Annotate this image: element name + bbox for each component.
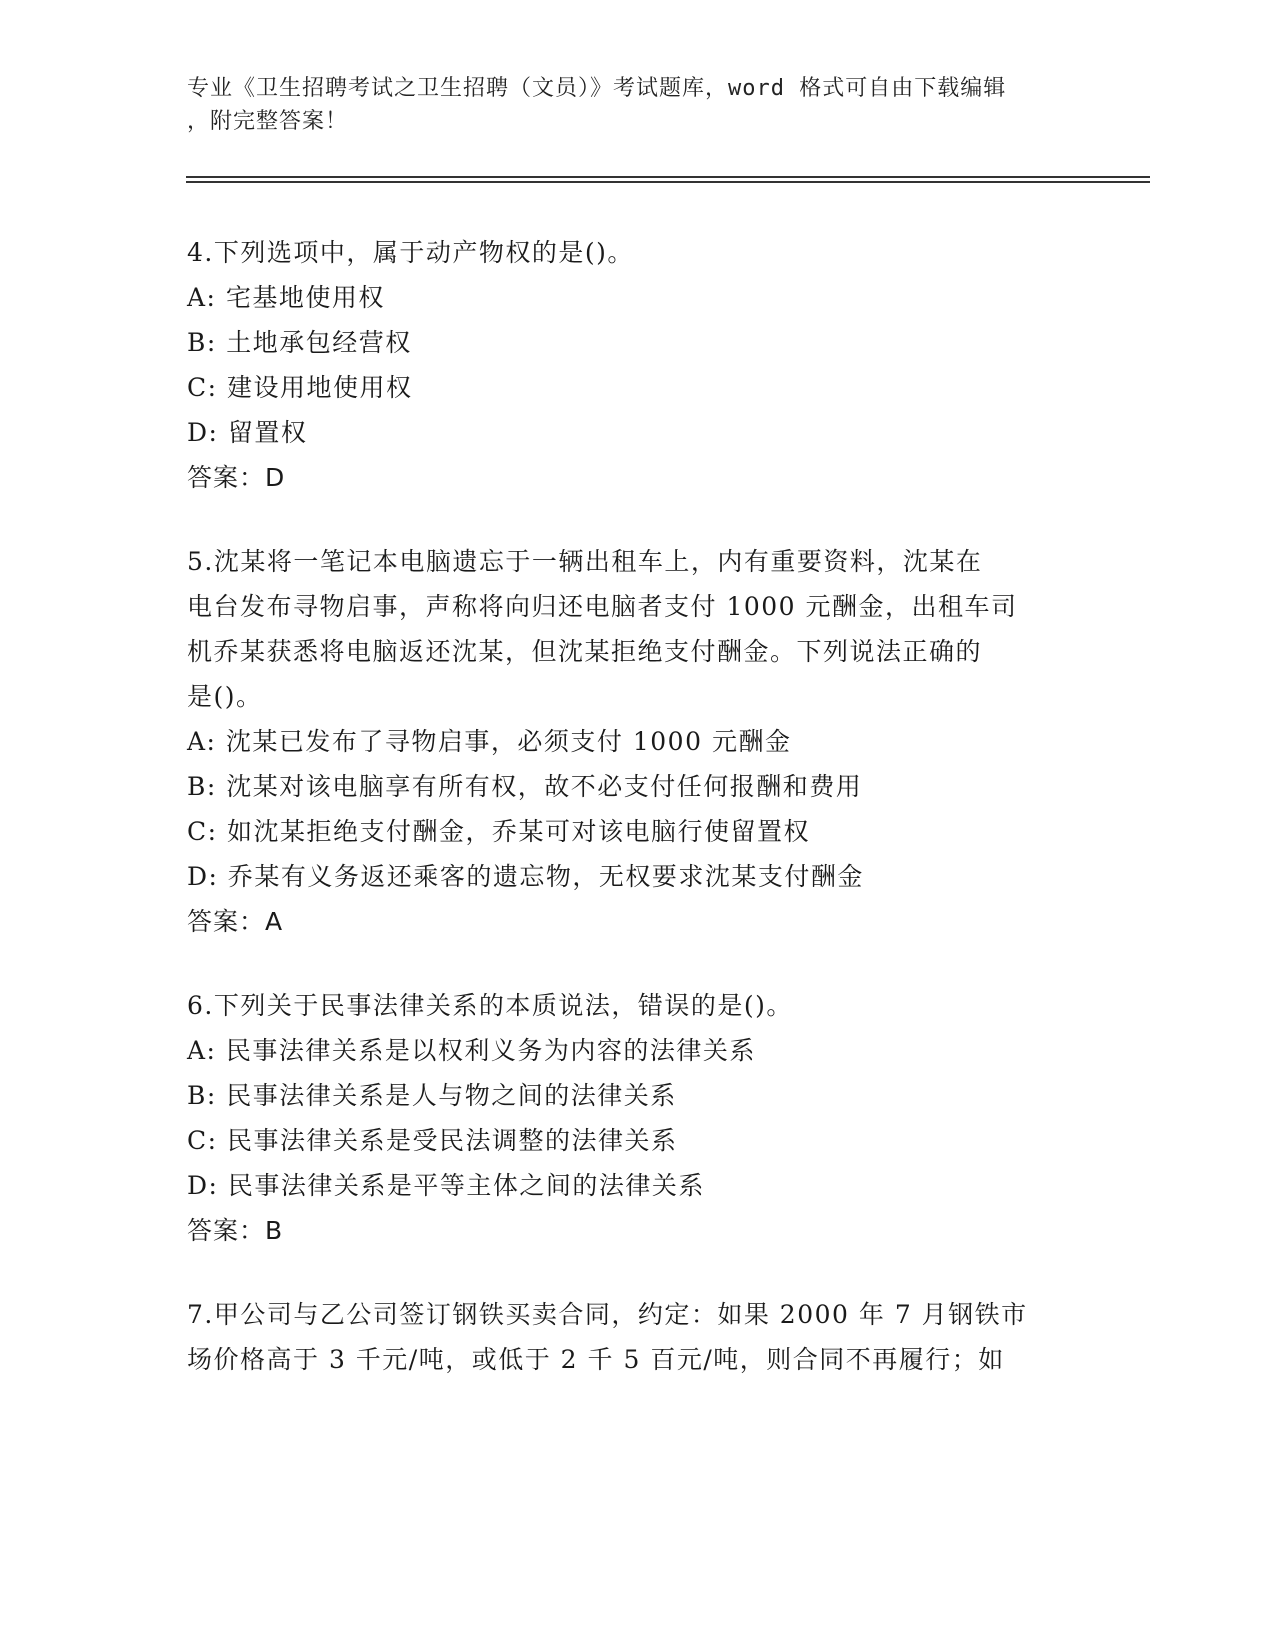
question-stem-line: 电台发布寻物启事，声称将向归还电脑者支付 1000 元酬金，出租车司 xyxy=(187,592,1018,621)
question-6 xyxy=(187,983,1087,1253)
option-c: C: 民事法律关系是受民法调整的法律关系 xyxy=(187,1126,678,1155)
answer-label: 答案：B xyxy=(187,1216,284,1245)
option-a: A: 民事法律关系是以权利义务为内容的法律关系 xyxy=(187,1036,756,1065)
header-line-1: 专业《卫生招聘考试之卫生招聘（文员）》考试题库，word 格式可自由下载编辑 xyxy=(187,76,1007,101)
answer-label: 答案：A xyxy=(187,907,284,936)
question-stem-line: 5.沈某将一笔记本电脑遗忘于一辆出租车上，内有重要资料，沈某在 xyxy=(187,547,983,576)
option-a: A: 宅基地使用权 xyxy=(187,283,385,312)
option-b: B: 土地承包经营权 xyxy=(187,328,412,357)
option-d: D: 乔某有义务返还乘客的遗忘物，无权要求沈某支付酬金 xyxy=(187,862,864,891)
header-divider-top xyxy=(186,176,1150,178)
document-header xyxy=(187,72,1067,138)
option-a: A: 沈某已发布了寻物启事，必须支付 1000 元酬金 xyxy=(187,727,792,756)
option-c: C: 如沈某拒绝支付酬金，乔某可对该电脑行使留置权 xyxy=(187,817,811,846)
question-stem-line: 场价格高于 3 千元/吨，或低于 2 千 5 百元/吨，则合同不再履行；如 xyxy=(187,1345,1005,1374)
question-stem-line: 4.下列选项中，属于动产物权的是()。 xyxy=(187,238,634,267)
question-list xyxy=(187,230,1087,1421)
question-4 xyxy=(187,230,1087,500)
question-stem-line: 6.下列关于民事法律关系的本质说法，错误的是()。 xyxy=(187,991,793,1020)
option-d: D: 留置权 xyxy=(187,418,308,447)
option-d: D: 民事法律关系是平等主体之间的法律关系 xyxy=(187,1171,705,1200)
answer-label: 答案：D xyxy=(187,463,286,492)
header-line-2: ，附完整答案！ xyxy=(187,109,349,134)
option-b: B: 沈某对该电脑享有所有权，故不必支付任何报酬和费用 xyxy=(187,772,863,801)
question-stem-line: 机乔某获悉将电脑返还沈某，但沈某拒绝支付酬金。下列说法正确的 xyxy=(187,637,983,666)
question-stem-line: 7.甲公司与乙公司签订钢铁买卖合同，约定：如果 2000 年 7 月钢铁市 xyxy=(187,1300,1028,1329)
option-c: C: 建设用地使用权 xyxy=(187,373,413,402)
question-5 xyxy=(187,539,1087,944)
question-7 xyxy=(187,1292,1087,1382)
question-stem-line: 是()。 xyxy=(187,682,263,711)
option-b: B: 民事法律关系是人与物之间的法律关系 xyxy=(187,1081,677,1110)
header-divider-bottom xyxy=(186,181,1150,183)
